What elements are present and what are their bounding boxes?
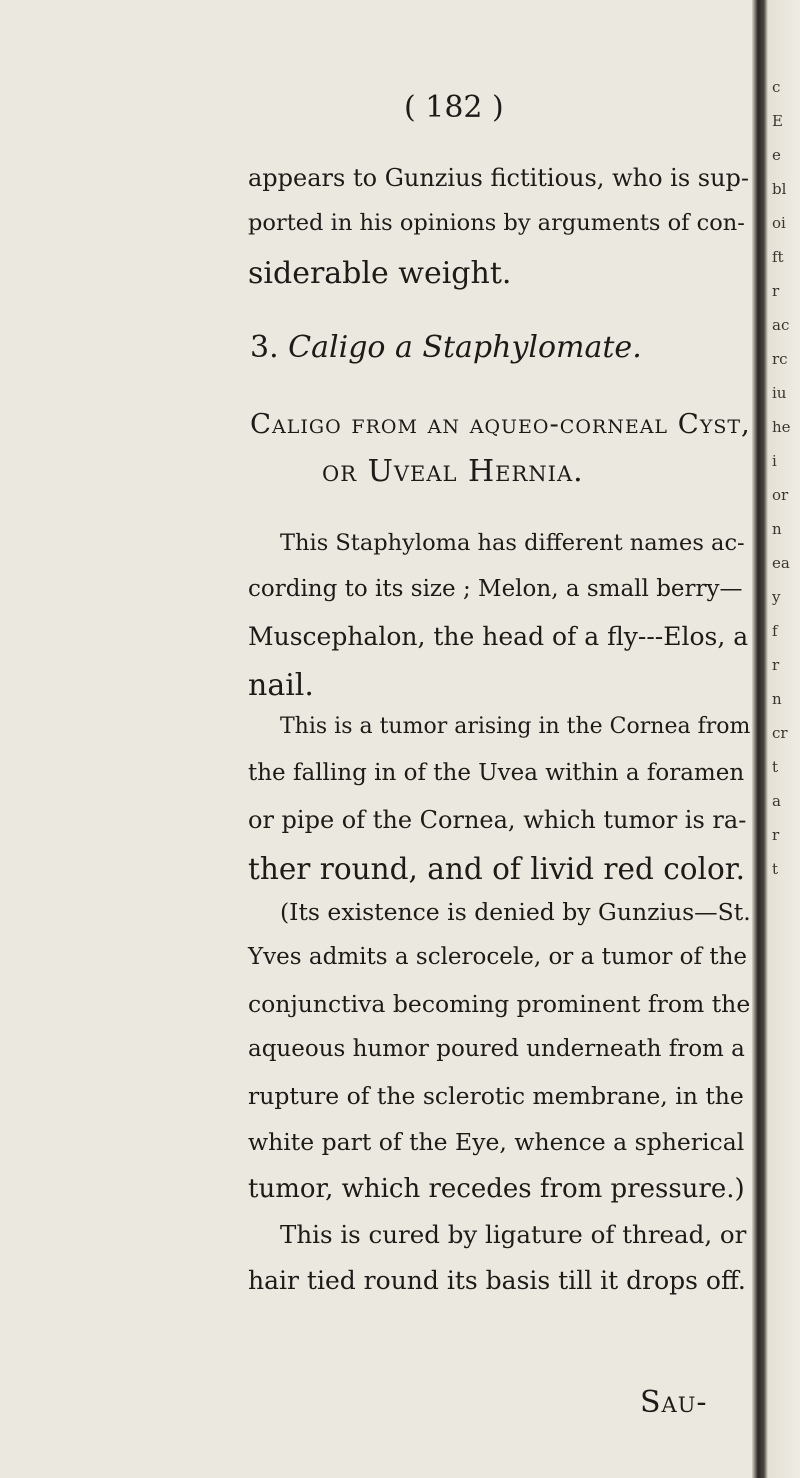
binding-gutter xyxy=(752,0,800,1478)
text-line: Yves admits a sclerocele, or a tumor of the xyxy=(248,944,747,970)
text-line: nail. xyxy=(248,668,314,703)
chapter-heading-line-2: or Uveal Hernia. xyxy=(322,454,584,489)
text-line: rupture of the sclerotic membrane, in the xyxy=(248,1082,744,1110)
text-line: tumor, which recedes from pressure.) xyxy=(248,1174,745,1204)
text-line: (Its existence is denied by Gunzius—St. xyxy=(280,898,751,926)
text-line: Muscephalon, the head of a fly---Elos, a xyxy=(248,622,749,651)
section-number: 3. xyxy=(250,330,279,365)
text-line: This is cured by ligature of thread, or xyxy=(280,1220,747,1249)
text-line: white part of the Eye, whence a spherical xyxy=(248,1128,745,1156)
section-title: Caligo a Staphylomate. xyxy=(288,330,642,365)
text-line: hair tied round its basis till it drops off. xyxy=(248,1266,746,1295)
text-line: appears to Gunzius fictitious, who is sup- xyxy=(248,164,750,192)
text-line: conjunctiva becoming prominent from the xyxy=(248,990,751,1018)
text-line: ported in his opinions by arguments of con- xyxy=(248,210,745,236)
catchword: Sau- xyxy=(640,1385,708,1420)
text-line: ther round, and of livid red color. xyxy=(248,852,745,886)
text-line: This Staphyloma has different names ac- xyxy=(280,530,745,556)
section-heading xyxy=(250,330,642,365)
text-line: aqueous humor poured underneath from a xyxy=(248,1036,745,1062)
facing-page-edge: c E e bl oi ft r ac rc iu he i or n ea y f r n cr t a r t xyxy=(772,78,791,878)
page-number: ( 182 ) xyxy=(404,90,504,125)
text-line: This is a tumor arising in the Cornea from xyxy=(280,714,751,739)
text-line: siderable weight. xyxy=(248,256,512,291)
text-line: the falling in of the Uvea within a foramen xyxy=(248,760,745,786)
text-line: cording to its size ; Melon, a small berry— xyxy=(248,576,743,602)
chapter-heading-line-1: Caligo from an aqueo-corneal Cyst, xyxy=(250,408,751,440)
text-line: or pipe of the Cornea, which tumor is ra- xyxy=(248,806,747,834)
